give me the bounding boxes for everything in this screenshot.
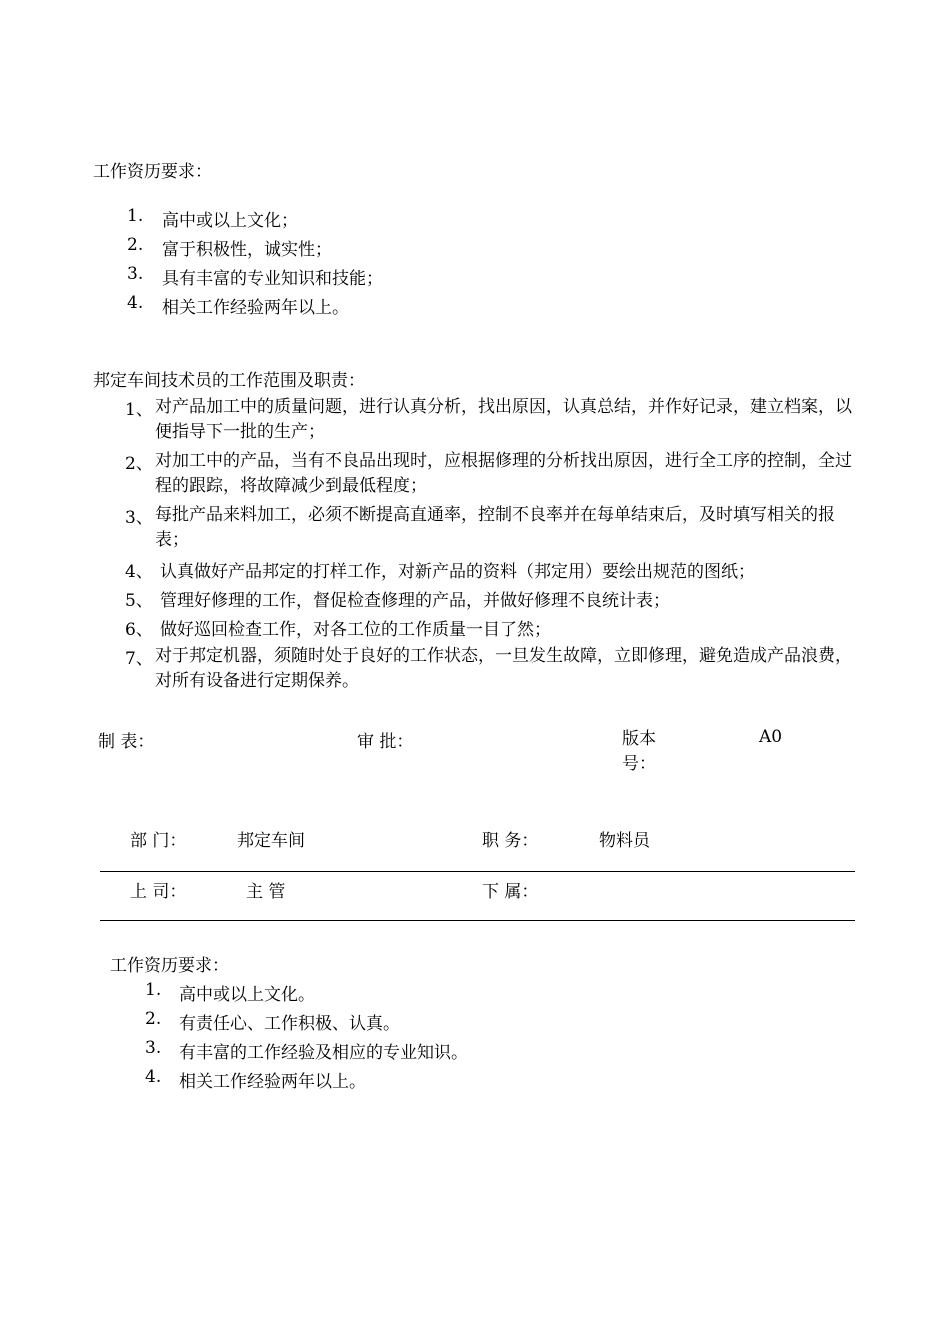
list-item-number: 7、 bbox=[125, 649, 153, 669]
superior-label: 上 司： bbox=[130, 882, 187, 902]
subordinate-label: 下 属： bbox=[482, 882, 539, 902]
list-item-number: 2. bbox=[127, 235, 144, 255]
list-item-number: 3、 bbox=[125, 508, 153, 528]
section2-title: 邦定车间技术员的工作范围及职责： bbox=[93, 371, 365, 391]
list-item: 对产品加工中的质量问题，进行认真分析，找出原因，认真总结，并作好记录，建立档案，以便指导下一批的生产； bbox=[155, 397, 852, 442]
section3-title: 工作资历要求： bbox=[110, 956, 229, 976]
position-value: 物料员 bbox=[599, 831, 650, 851]
list-item-number: 1、 bbox=[125, 400, 153, 420]
list-item: 认真做好产品邦定的打样工作，对新产品的资料（邦定用）要绘出规范的图纸； bbox=[160, 562, 755, 582]
list-item: 对于邦定机器，须随时处于良好的工作状态，一旦发生故障，立即修理，避免造成产品浪费，对所有设备进行定期保养。 bbox=[155, 646, 852, 691]
divider bbox=[100, 871, 855, 872]
list-item: 管理好修理的工作，督促检查修理的产品，并做好修理不良统计表； bbox=[160, 591, 670, 611]
list-item: 对加工中的产品，当有不良品出现时，应根据修理的分析找出原因，进行全工序的控制，全过程的跟踪，将故障减少到最低程度； bbox=[155, 451, 852, 496]
list-item: 相关工作经验两年以上。 bbox=[162, 298, 349, 318]
position-label: 职 务： bbox=[482, 831, 539, 851]
divider bbox=[100, 920, 855, 921]
dept-label: 部 门： bbox=[130, 831, 187, 851]
approved-by-label: 审 批： bbox=[357, 732, 414, 752]
list-item-number: 4. bbox=[127, 293, 144, 313]
list-item: 高中或以上文化； bbox=[162, 211, 298, 231]
list-item-number: 4、 bbox=[125, 562, 153, 582]
superior-value: 主 管 bbox=[246, 882, 286, 902]
list-item-number: 4. bbox=[145, 1067, 162, 1087]
version-value: A0 bbox=[759, 727, 783, 747]
dept-value: 邦定车间 bbox=[237, 831, 305, 851]
made-by-label: 制 表： bbox=[98, 732, 155, 752]
list-item: 有丰富的工作经验及相应的专业知识。 bbox=[179, 1043, 468, 1063]
version-label: 版本号： bbox=[622, 729, 656, 774]
list-item: 做好巡回检查工作，对各工位的工作质量一目了然； bbox=[160, 620, 551, 640]
list-item-number: 5、 bbox=[125, 591, 153, 611]
section1-title: 工作资历要求： bbox=[93, 162, 212, 182]
list-item: 具有丰富的专业知识和技能； bbox=[162, 269, 383, 289]
list-item-number: 2. bbox=[145, 1009, 162, 1029]
list-item: 富于积极性，诚实性； bbox=[162, 240, 332, 260]
list-item-number: 2、 bbox=[125, 454, 153, 474]
list-item: 有责任心、工作积极、认真。 bbox=[179, 1014, 400, 1034]
list-item-number: 6、 bbox=[125, 620, 153, 640]
list-item: 相关工作经验两年以上。 bbox=[179, 1072, 366, 1092]
list-item-number: 1. bbox=[145, 980, 162, 1000]
list-item-number: 1. bbox=[127, 206, 144, 226]
list-item-number: 3. bbox=[145, 1038, 162, 1058]
list-item: 每批产品来料加工，必须不断提高直通率，控制不良率并在每单结束后，及时填写相关的报表； bbox=[155, 505, 835, 550]
list-item: 高中或以上文化。 bbox=[179, 985, 315, 1005]
list-item-number: 3. bbox=[127, 264, 144, 284]
